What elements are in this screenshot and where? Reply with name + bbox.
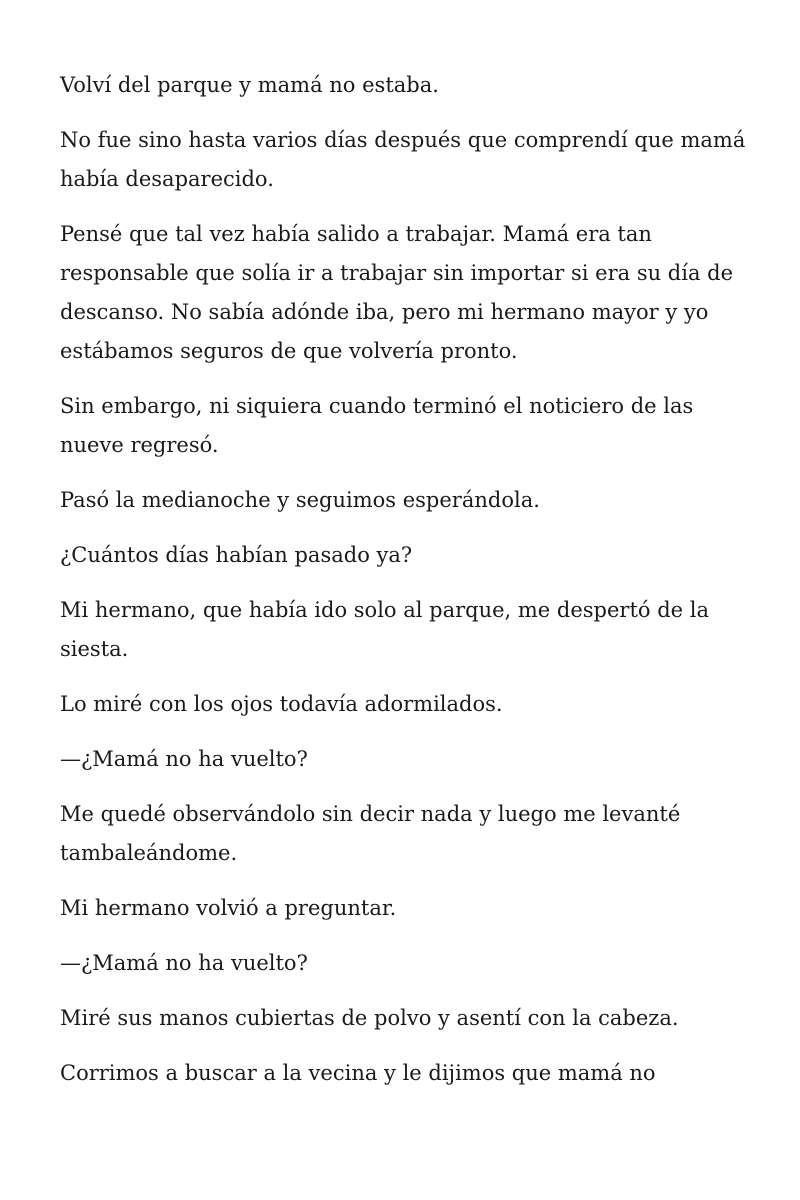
paragraph: Pasó la medianoche y seguimos esperándola. — [60, 488, 540, 512]
paragraph: Volví del parque y mamá no estaba. — [60, 73, 439, 97]
paragraph: —¿Mamá no ha vuelto? — [60, 747, 308, 771]
page-text — [60, 66, 750, 1109]
paragraph: Sin embargo, ni siquiera cuando terminó el noticiero de las nueve regresó. — [60, 394, 694, 457]
paragraph: Me quedé observándolo sin decir nada y luego me levanté tambaleándome. — [60, 802, 681, 865]
paragraph: No fue sino hasta varios días después que comprendí que mamá había desaparecido. — [60, 128, 746, 191]
paragraph: Mi hermano, que había ido solo al parque, me despertó de la siesta. — [60, 598, 710, 661]
paragraph: Mi hermano volvió a preguntar. — [60, 896, 397, 920]
paragraph: Lo miré con los ojos todavía adormilados. — [60, 692, 503, 716]
paragraph: Miré sus manos cubiertas de polvo y asentí con la cabeza. — [60, 1006, 679, 1030]
paragraph: ¿Cuántos días habían pasado ya? — [60, 543, 413, 567]
paragraph: Corrimos a buscar a la vecina y le dijimos que mamá no — [60, 1061, 656, 1085]
paragraph: Pensé que tal vez había salido a trabajar. Mamá era tan responsable que solía ir a trabajar sin importar si era su día de descanso. No sabía adónde iba, pero mi hermano mayor y yo estábamos seguros de que volvería pronto. — [60, 222, 734, 363]
paragraph: —¿Mamá no ha vuelto? — [60, 951, 308, 975]
